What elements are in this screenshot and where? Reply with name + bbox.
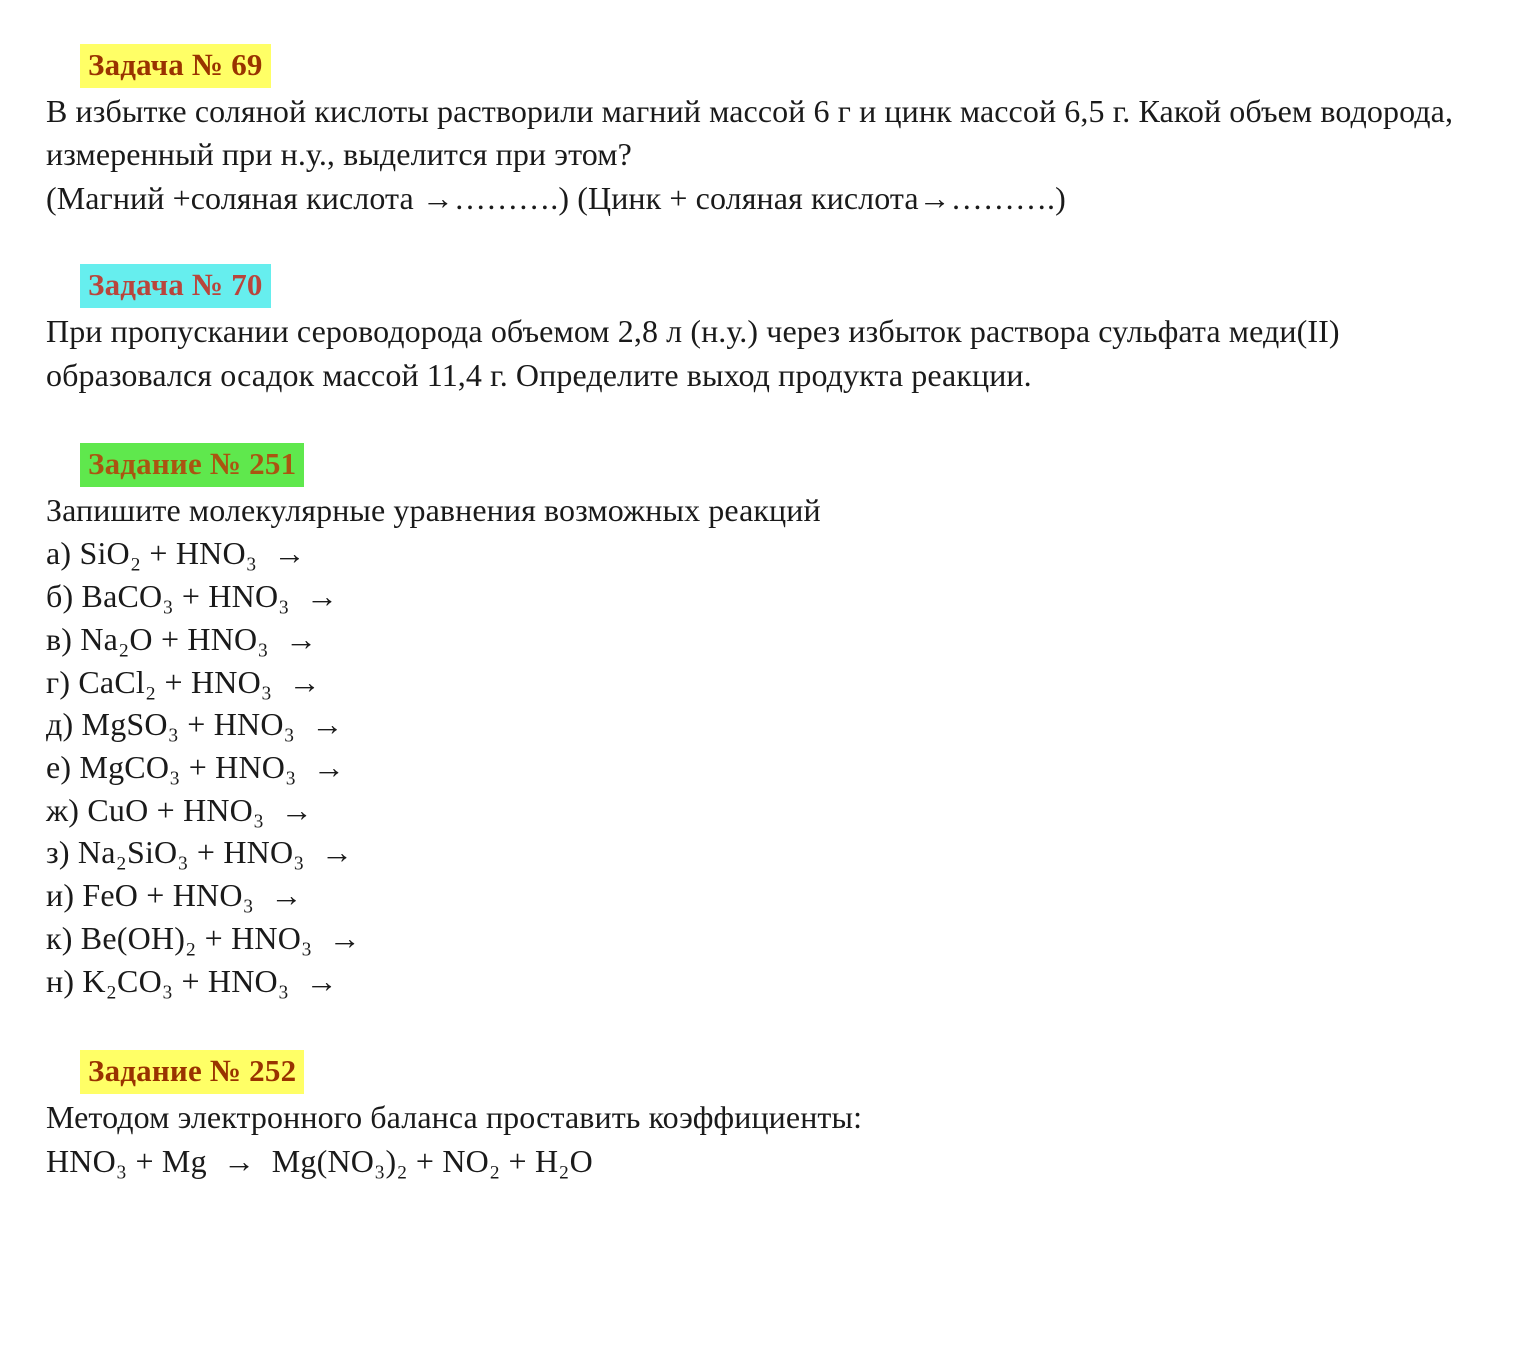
assignment-251-equation-list xyxy=(46,532,1496,1002)
section-task-70 xyxy=(46,220,1496,397)
equation-item: е) MgCO₃ + HNO₃ → xyxy=(46,748,346,785)
equation-item: д) MgSO₃ + HNO₃ → xyxy=(46,706,344,743)
section-task-69 xyxy=(46,30,1496,220)
heading-row-assignment-252 xyxy=(46,1050,1496,1094)
task-69-body-line-2: (Магний +соляная кислота →……….) (Цинк + соляная кислота→……….) xyxy=(46,179,1066,216)
heading-row-assignment-251 xyxy=(46,443,1496,487)
equation-item: б) BaCO₃ + HNO₃ → xyxy=(46,578,339,615)
heading-assignment-251: Задание № 251 xyxy=(80,443,304,487)
equation-item: г) CaCl₂ + HNO₃ → xyxy=(46,663,321,700)
equation-item: ж) CuO + HNO₃ → xyxy=(46,791,313,828)
equation-item: и) FeO + HNO₃ → xyxy=(46,877,303,914)
equation-item: н) K₂CO₃ + HNO₃ → xyxy=(46,962,338,999)
heading-task-69: Задача № 69 xyxy=(80,44,271,88)
equation-item: а) SiO₂ + HNO₃ → xyxy=(46,535,306,572)
heading-row-task-69 xyxy=(46,44,1496,88)
equation-item: з) Na₂SiO₃ + HNO₃ → xyxy=(46,834,354,871)
task-70-body-line-1: При пропускании сероводорода объемом 2,8 л (н.у.) через избыток раствора сульфата меди(II) образовался осадок массой 11,4 г. Определите выход продукта реакции. xyxy=(46,313,1340,393)
heading-task-70: Задача № 70 xyxy=(80,264,271,308)
assignment-251-instruction: Запишите молекулярные уравнения возможных реакций xyxy=(46,491,821,528)
task-69-body-line-1: В избытке соляной кислоты растворили магний массой 6 г и цинк массой 6,5 г. Какой объем водорода, измеренный при н.у., выделится при этом? xyxy=(46,92,1454,173)
section-assignment-252 xyxy=(46,1002,1496,1182)
equation-item: в) Na₂O + HNO₃ → xyxy=(46,620,318,657)
section-assignment-251 xyxy=(46,397,1496,1002)
equation-item: к) Be(OH)₂ + HNO₃ → xyxy=(46,919,361,956)
heading-assignment-252: Задание № 252 xyxy=(80,1050,304,1094)
assignment-252-equation: HNO₃ + Mg → Mg(NO₃)₂ + NO₂ + H₂O xyxy=(46,1142,593,1179)
heading-row-task-70 xyxy=(46,264,1496,308)
assignment-252-instruction: Методом электронного баланса проставить коэффициенты: xyxy=(46,1099,863,1135)
